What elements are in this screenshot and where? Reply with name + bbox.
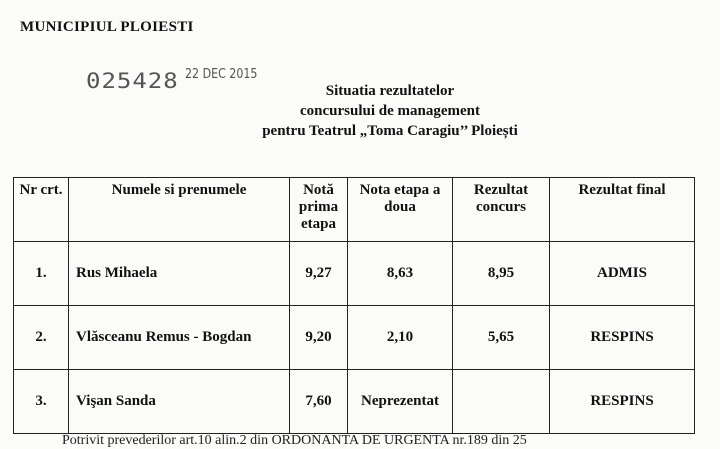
table-row <box>14 306 695 370</box>
cell-nota1: 7,60 <box>290 370 348 434</box>
cell-nota2: Neprezentat <box>348 370 453 434</box>
header-nota-etapa-doua: Nota etapa a doua <box>348 178 453 242</box>
cell-rezultat: 5,65 <box>453 306 550 370</box>
header-rezultat-final: Rezultat final <box>550 178 695 242</box>
results-table <box>13 177 695 434</box>
cell-final: RESPINS <box>550 370 695 434</box>
header-rezultat-concurs: Rezultat concurs <box>453 178 550 242</box>
document-title-line-1: Situatia rezultatelor <box>325 83 455 99</box>
cell-name: Rus Mihaela <box>69 242 290 306</box>
cell-nota1: 9,20 <box>290 306 348 370</box>
header-name: Numele si prenumele <box>69 178 290 242</box>
cell-rezultat: 8,95 <box>453 242 550 306</box>
table-row <box>14 242 695 306</box>
table-header-row <box>14 178 695 242</box>
cell-nr: 1. <box>14 242 69 306</box>
cell-nota1: 9,27 <box>290 242 348 306</box>
table-row <box>14 370 695 434</box>
registration-date-stamp: 22 DEC 2015 <box>185 67 258 82</box>
cell-name: Vişan Sanda <box>69 370 290 434</box>
cell-name: Vlăsceanu Remus - Bogdan <box>69 306 290 370</box>
header-nota-prima-etapa: Notă prima etapa <box>290 178 348 242</box>
cell-nota2: 8,63 <box>348 242 453 306</box>
header-nr: Nr crt. <box>14 178 69 242</box>
cell-nota2: 2,10 <box>348 306 453 370</box>
registration-number-stamp: 025428 <box>86 68 179 94</box>
cell-nr: 3. <box>14 370 69 434</box>
cell-final: ADMIS <box>550 242 695 306</box>
cell-rezultat <box>453 370 550 434</box>
document-title-line-2: concursului de management <box>300 103 480 119</box>
institution-header: MUNICIPIUL PLOIESTI <box>20 19 194 35</box>
cell-nr: 2. <box>14 306 69 370</box>
cell-final: RESPINS <box>550 306 695 370</box>
footer-text-partial: Potrivit prevederilor art.10 alin.2 din ORDONANTA DE URGENTA nr.189 din 25 <box>62 433 527 448</box>
document-title-line-3: pentru Teatrul „Toma Caragiu’’ Ploiești <box>262 123 518 139</box>
